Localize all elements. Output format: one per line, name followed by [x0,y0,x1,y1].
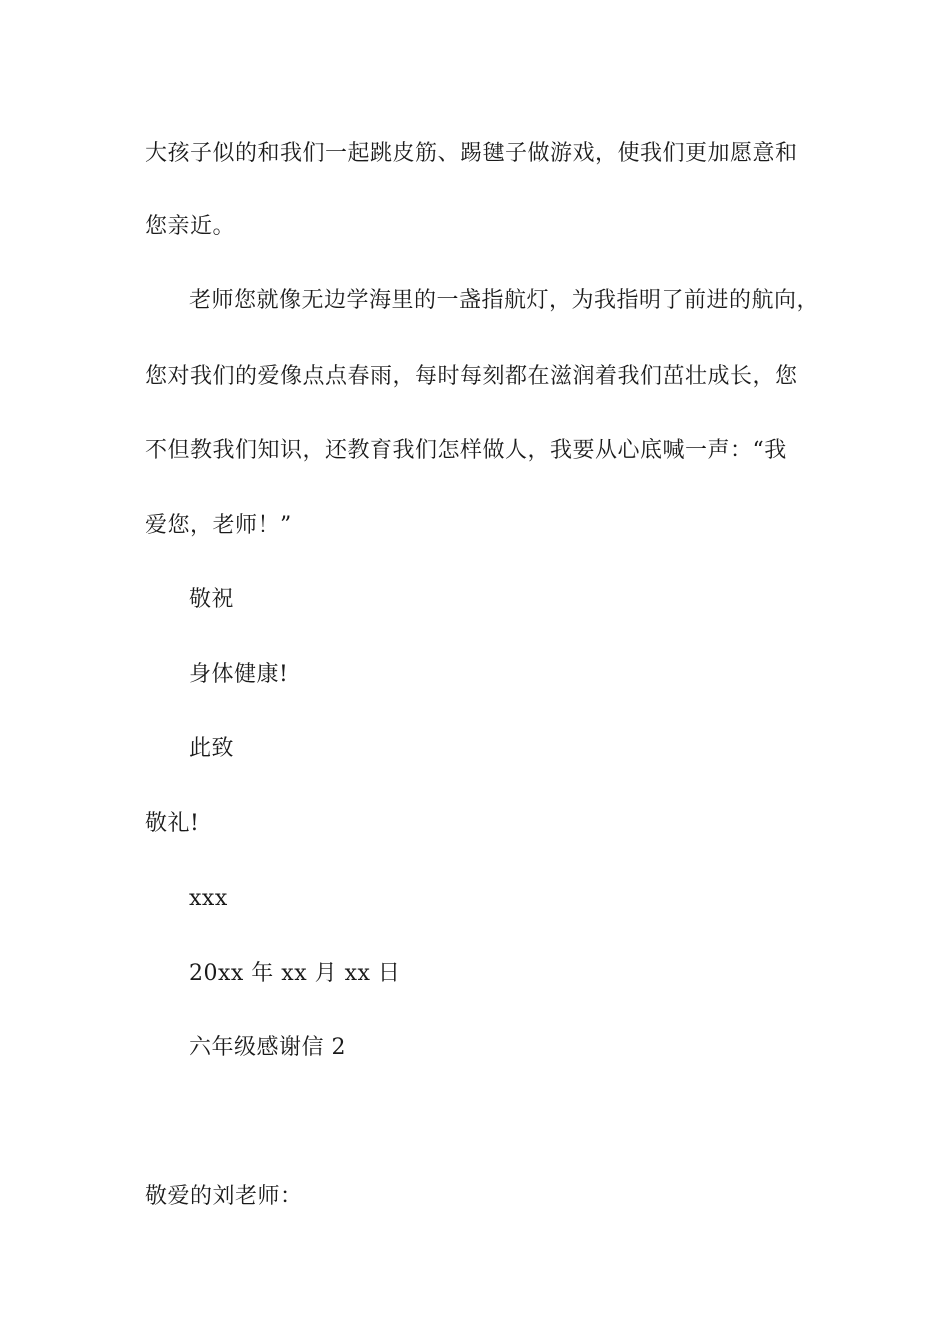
paragraph-line: 大孩子似的和我们一起跳皮筋、踢毽子做游戏，使我们更加愿意和 [145,141,798,166]
signature-date: 20xx 年 xx 月 xx 日 [189,961,401,986]
letter-salutation: 敬爱的刘老师： [145,1184,303,1209]
signature-name: xxx [189,886,228,911]
closing-greeting: 敬祝 [189,587,235,612]
closing-respect: 敬礼! [145,811,200,836]
paragraph-line: 您对我们的爱像点点春雨，每时每刻都在滋润着我们茁壮成长，您 [145,364,798,389]
paragraph-line: 老师您就像无边学海里的一盏指航灯，为我指明了前进的航向， [189,288,820,313]
paragraph-line: 不但教我们知识，还教育我们怎样做人，我要从心底喊一声：“我 [145,438,787,463]
closing-wish: 身体健康! [189,662,289,687]
paragraph-line: 您亲近。 [145,214,236,239]
section-title: 六年级感谢信 2 [189,1035,346,1060]
closing-salutation: 此致 [189,736,235,761]
paragraph-line: 爱您，老师！” [145,513,292,538]
